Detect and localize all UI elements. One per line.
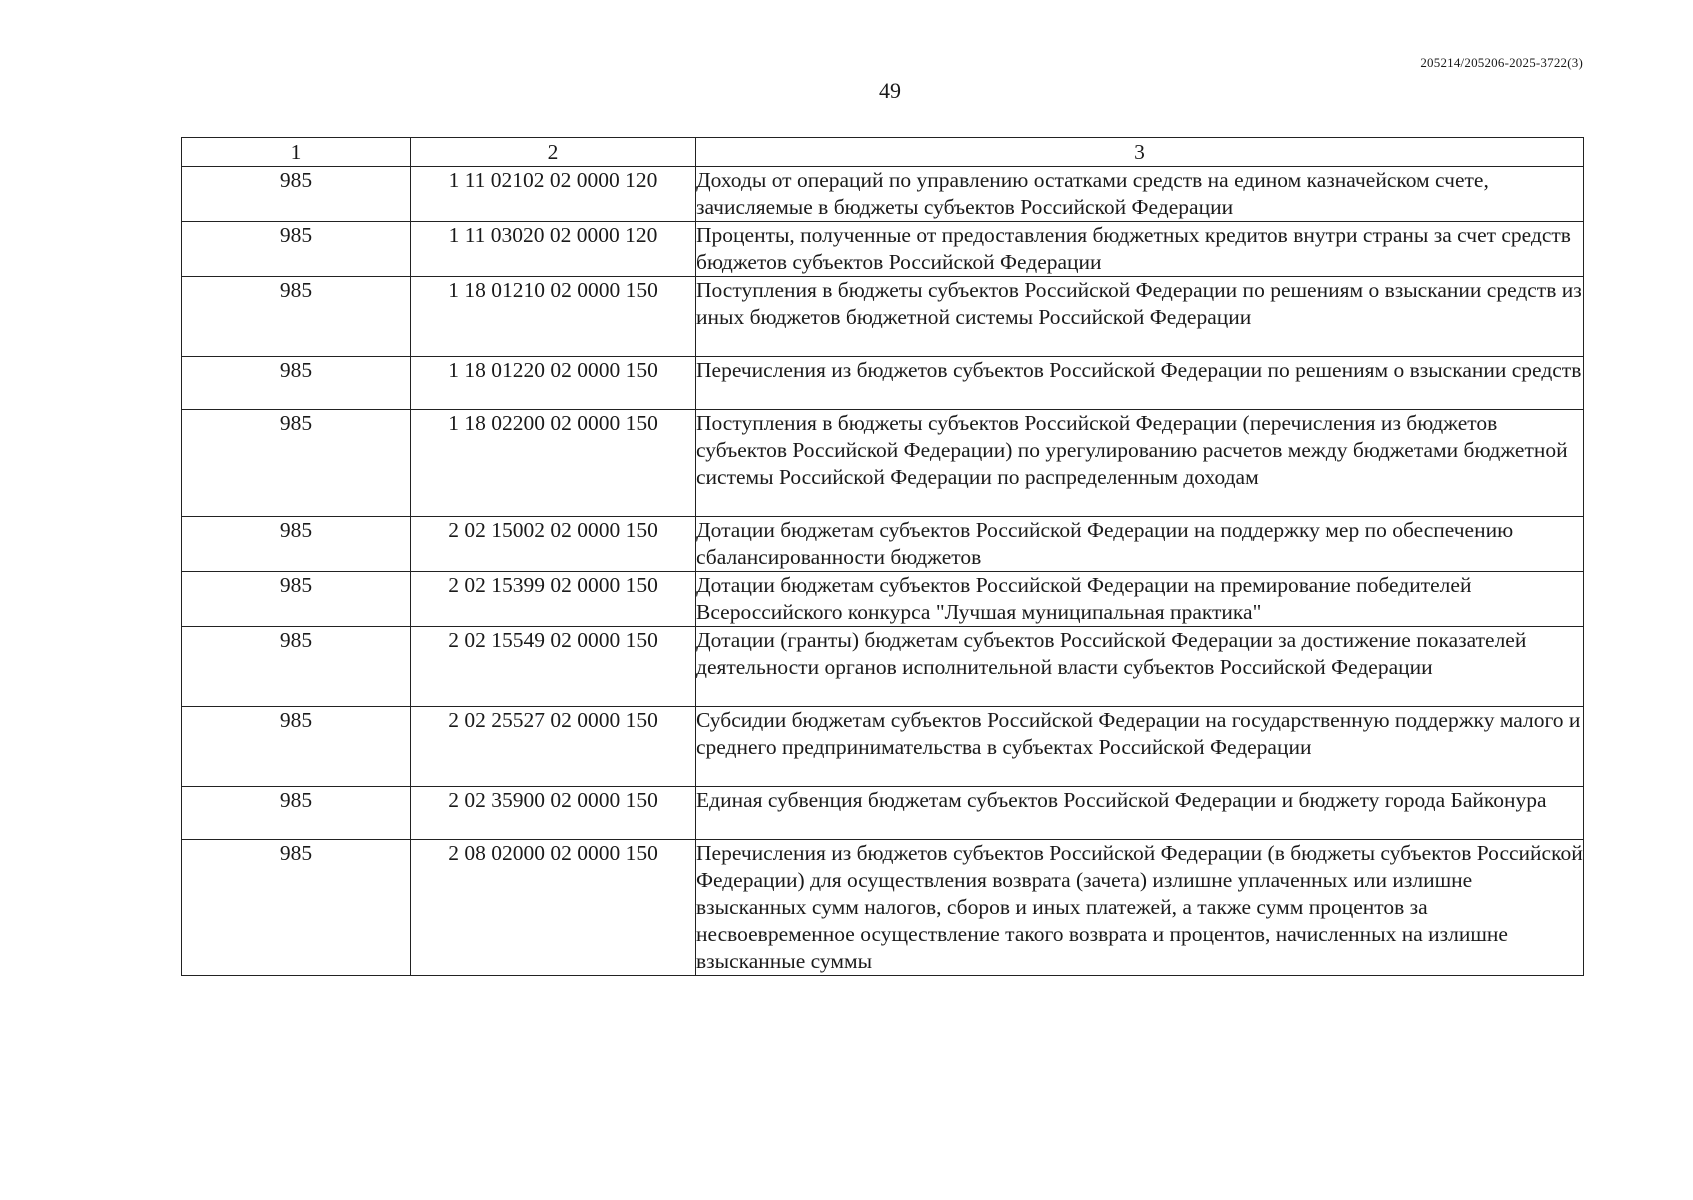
kbk-code-cell: 2 08 02000 02 0000 150 [411,840,696,976]
admin-code-cell: 985 [182,572,411,627]
budget-revenue-table [181,137,1584,976]
kbk-code-cell: 2 02 25527 02 0000 150 [411,707,696,787]
admin-code-cell: 985 [182,707,411,787]
table-row [182,787,1584,840]
table-row [182,707,1584,787]
description-cell: Перечисления из бюджетов субъектов Российской Федерации (в бюджеты субъектов Российской Федерации) для осуществления возврата (зачета) излишне уплаченных или излишне взысканных сумм налогов, сборов и иных платежей, а также сумм процентов за несвоевременное осуществление такого возврата и процентов, начисленных на излишне взысканные суммы [696,840,1584,976]
admin-code-cell: 985 [182,277,411,357]
table-body [182,167,1584,976]
kbk-code-cell: 1 18 02200 02 0000 150 [411,410,696,517]
kbk-code-cell: 2 02 35900 02 0000 150 [411,787,696,840]
table-row [182,357,1584,410]
admin-code-cell: 985 [182,627,411,707]
table-row [182,222,1584,277]
table-header-row [182,138,1584,167]
document-id: 205214/205206-2025-3722(3) [1420,55,1583,70]
description-cell: Дотации (гранты) бюджетам субъектов Российской Федерации за достижение показателей деятельности органов исполнительной власти субъектов Российской Федерации [696,627,1584,707]
column-header-3: 3 [696,138,1584,167]
admin-code-cell: 985 [182,167,411,222]
admin-code-cell: 985 [182,517,411,572]
column-header-2: 2 [411,138,696,167]
table-row [182,840,1584,976]
description-cell: Дотации бюджетам субъектов Российской Федерации на поддержку мер по обеспечению сбалансированности бюджетов [696,517,1584,572]
table-row [182,517,1584,572]
table-row [182,167,1584,222]
table-row [182,627,1584,707]
description-cell: Перечисления из бюджетов субъектов Российской Федерации по решениям о взыскании средств [696,357,1584,410]
description-cell: Поступления в бюджеты субъектов Российской Федерации по решениям о взыскании средств из иных бюджетов бюджетной системы Российской Федерации [696,277,1584,357]
admin-code-cell: 985 [182,357,411,410]
page-number: 49 [879,78,901,103]
kbk-code-cell: 1 18 01210 02 0000 150 [411,277,696,357]
table-row [182,277,1584,357]
description-cell: Субсидии бюджетам субъектов Российской Федерации на государственную поддержку малого и среднего предпринимательства в субъектах Российской Федерации [696,707,1584,787]
kbk-code-cell: 1 11 03020 02 0000 120 [411,222,696,277]
column-header-1: 1 [182,138,411,167]
admin-code-cell: 985 [182,840,411,976]
description-cell: Доходы от операций по управлению остатками средств на едином казначейском счете, зачисляемые в бюджеты субъектов Российской Федерации [696,167,1584,222]
admin-code-cell: 985 [182,222,411,277]
kbk-code-cell: 2 02 15399 02 0000 150 [411,572,696,627]
kbk-code-cell: 1 18 01220 02 0000 150 [411,357,696,410]
kbk-code-cell: 2 02 15002 02 0000 150 [411,517,696,572]
admin-code-cell: 985 [182,787,411,840]
kbk-code-cell: 2 02 15549 02 0000 150 [411,627,696,707]
table-row [182,410,1584,517]
description-cell: Единая субвенция бюджетам субъектов Российской Федерации и бюджету города Байконура [696,787,1584,840]
description-cell: Проценты, полученные от предоставления бюджетных кредитов внутри страны за счет средств бюджетов субъектов Российской Федерации [696,222,1584,277]
description-cell: Поступления в бюджеты субъектов Российской Федерации (перечисления из бюджетов субъектов Российской Федерации) по урегулированию расчетов между бюджетами бюджетной системы Российской Федерации по распределенным доходам [696,410,1584,517]
admin-code-cell: 985 [182,410,411,517]
description-cell: Дотации бюджетам субъектов Российской Федерации на премирование победителей Всероссийского конкурса "Лучшая муниципальная практика" [696,572,1584,627]
table-row [182,572,1584,627]
kbk-code-cell: 1 11 02102 02 0000 120 [411,167,696,222]
